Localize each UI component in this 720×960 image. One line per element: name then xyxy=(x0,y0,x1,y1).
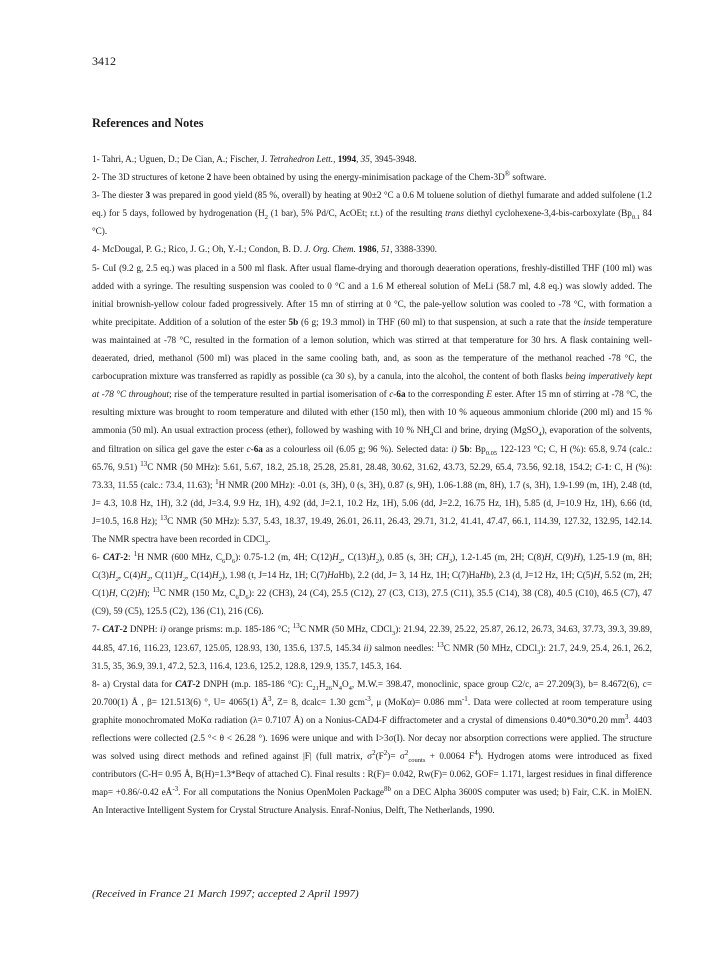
page-number: 3412 xyxy=(92,54,116,68)
reference-1: 1- Tahri, A.; Uguen, D.; De Cian, A.; Fischer, J. Tetrahedron Lett., 1994, 35, 3945-3948. xyxy=(92,154,417,164)
received-note: (Received in France 21 March 1997; accepted 2 April 1997) xyxy=(92,888,359,900)
reference-5: 5- CuI (9.2 g, 2.5 eq.) was placed in a 500 ml flask. After usual flame-drying and thorough deaeration operations, freshly-distilled THF (100 ml) was added with a syringe. The resulting suspension was cooled to 0 °C and a 1.6 M ethereal solution of MeLi (58.7 ml, 4.8 eq.) was slowly added. The initial brownish-yellow colour faded progressively. After 15 mn of stirring at 0 °C, the pale-yellow solution was cooled to -78 °C, with formation a white precipitate. Addition of a solution of the ester 5b (6 g; 19.3 mmol) in THF (60 ml) to that suspension, at such a rate that the inside temperature was maintained at -78 °C, resulted in the formation of a lemon solution, which was stirred at that temperature for 30 hrs. A flask containing well-deaerated, dried, methanol (500 ml) was placed in the same cooling bath, and, as soon as the temperature of the methanol reached -78 °C, the carbocupration mixture was transferred as rapidly as possible (ca 30 s), by a canula, into the alcohol, the content of both flasks being imperatively kept at -78 °C throughout; rise of the temperature resulted in partial isomerisation of c-6a to the corresponding E ester. After 15 mn of stirring at -78 °C, the resulting mixture was brought to room temperature and diluted with ether (150 ml), then with 10 % aqueous ammonium chloride (200 ml) and 15 % ammonia (50 ml). An usual extraction process (ether), followed by washing with 10 % $NH_4Cl$ and brine, drying (MgSO$_4$), evaporation of the solvents, and filtration on silica gel gave the ester c-6a as a colourless oil (6.05 g; 96 %). Selected data: i) 5b: $Bp_{0.05}$ 122-123 °C; C, H (%): 65.8, 9.74 (calc.: 65.76, 9.51) $^{13}$C NMR (50 MHz): 5.61, 5.67, 18.2, 25.18, 25.28, 25.81, 28.48, 30.62, 31.62, 43.73, 52.29, 65.4, 73.56, 92.18, 154.2; C-1: C, H (%): 73.33, 11.55 (calc.: 73.4, 11.63); $^1$H NMR (200 MHz): -0.01 (s, 3H), 0 (s, 3H), 0.87 (s, 9H), 1.06-1.88 (m, 8H), 1.7 (s, 3H), 1.9-1.99 (m, 1H), 2.48 (td, J= 4.3, 10.8 Hz, 1H), 3.2 (dd, J=3.4, 9.9 Hz, 1H), 4.92 (dd, J=2.1, 10.2 Hz, 1H), 5.06 (dd, J=2.2, 16.75 Hz, 1H), 5.85 (d, J=10.9 Hz, 1H), 6.66 (td, J=10.5, 16.8 Hz); $^{13}$C NMR (50 MHz): 5.37, 5.43, 18.37, 19.49, 26.01, 26.11, 26.43, 29.71, 31.2, 41.41, 47.47, 66.1, 114.39, 127.32, 132.95, 142.14. The NMR spectra have been recorded in CDCl$_3$. xyxy=(92,262,653,547)
section-heading: References and Notes xyxy=(92,116,204,130)
reference-3: 3- The diester 3 was prepared in good yield (85 %, overall) by heating at 90±2 °C a 0.6 M toluene solution of diethyl fumarate and added sulfolene (1.2 eq.) for 5 days, followed by hydrogenation ($H_2$ (1 bar), 5% Pd/C, AcOEt; r.t.) of the resulting trans diethyl cyclohexene-3,4-bis-carboxylate ($Bp_{0.1}$ 84 °C). xyxy=(92,190,652,237)
reference-8: 8- a) Crystal data for CAT-2 DNPH (m.p. 185-186 °C): $C_{21}H_{26}N_4O_4$, M.W.= 398.47, monoclinic, space group C2/c, a= 27.209(3), b= 8.4672(6), c= 20.700(1) Å , β= 121.513(6) °, U= 4065(1) $Å^3$, Z= 8, dcalc= 1.30 gcm$^{-3}$, μ (MoKα)= 0.086 $mm^{-1}$. Data were collected at room temperature using graphite monochromated MoKα radiation (λ= 0.7107 Å) on a Nonius-CAD4-F diffractometer and a crystal of dimensions 0.40*0.30*0.20 $mm^3$. 4403 reflections were collected (2.5 °< θ < 26.28 °). 1696 were unique and with I>3σ(I). Nor decay nor absorption corrections were applied. The structure was solved using direct methods and refined against |F| (full matrix, $\sigma^2(F^2)= \sigma^2_{counts} + 0.0064$ $F^4$). Hydrogen atoms were introduced as fixed contributors (C-H= 0.95 Å, B(H)=1.3*Beqv of attached C). Final results : R(F)= 0.042, Rw(F)= 0.062, GOF= 1.171, largest residues in final difference map= +0.86/-0.42 $eÅ^{-3}$. For all computations the Nonius OpenMolen Package$^{8b}$ on a DEC Alpha 3600S computer was used; b) Fair, C.K. in MolEN. An Interactive Intelligent System for Crystal Structure Analysis. Enraf-Nonius, Delft, The Netherlands, 1990. xyxy=(92,678,653,816)
reference-7: 7- CAT-2 DNPH: i) orange prisms: m.p. 185-186 °C; $^{13}$C NMR (50 MHz, CDCl$_3$): 21.94, 22.39, 25.22, 25.87, 26.12, 26.73, 34.63, 37.73, 39.3, 39.89, 44.85, 47.16, 116.23, 123.67, 125.05, 128.93, 130, 135.6, 137.5, 145.34 ii) salmon needles: $^{13}$C NMR (50 MHz, CDCl$_3$): 21.7, 24.9, 25.4, 26.1, 26.2, 31.5, 35, 36.9, 39.1, 47.2, 52.3, 116.4, 123.6, 125.2, 128.8, 129.9, 135.7, 145.3, 164. xyxy=(92,622,652,671)
reference-2: 2- The 3D structures of ketone 2 have been obtained by using the energy-minimisation package of the Chem-3D® software. xyxy=(92,170,547,183)
references-list xyxy=(92,150,652,819)
reference-6: 6- CAT-2: $^1$H NMR (600 MHz, $C_6D_6$): 0.75-1.2 (m, 4H; $C(12)H_2$, $C(13)H_2$), 0.85 (s, 3H; $CH_3$), 1.2-1.45 (m, 2H; C(8)H, C(9)H), 1.25-1.9 (m, 8H; $C(3)H_2$, $C(4)H_2$, $C(11)H_2$, $C(14)H_2$), 1.98 (t, J=14 Hz, 1H; C(7)HaHb), 2.2 (dd, J= 3, 14 Hz, 1H; C(7)HaHb), 2.3 (d, J=12 Hz, 1H; C(5)H, 5.52 (m, 2H; C(1)H, C(2)H); $^{13}$C NMR (150 Mz, $C_6D_6$): 22 (CH3), 24 (C4), 25.5 (C12), 27 (C3, C13), 27.5 (C11), 35.5 (C14), 38 (C8), 40.5 (C10), 46.5 (C7), 47 (C9), 59 (C5), 125.5 (C2), 136 (C1), 216 (C6). xyxy=(92,550,653,617)
reference-4: 4- McDougal, P. G.; Rico, J. G.; Oh, Y.-I.; Condon, B. D. J. Org. Chem. 1986, 51, 3388-3390. xyxy=(92,244,437,255)
